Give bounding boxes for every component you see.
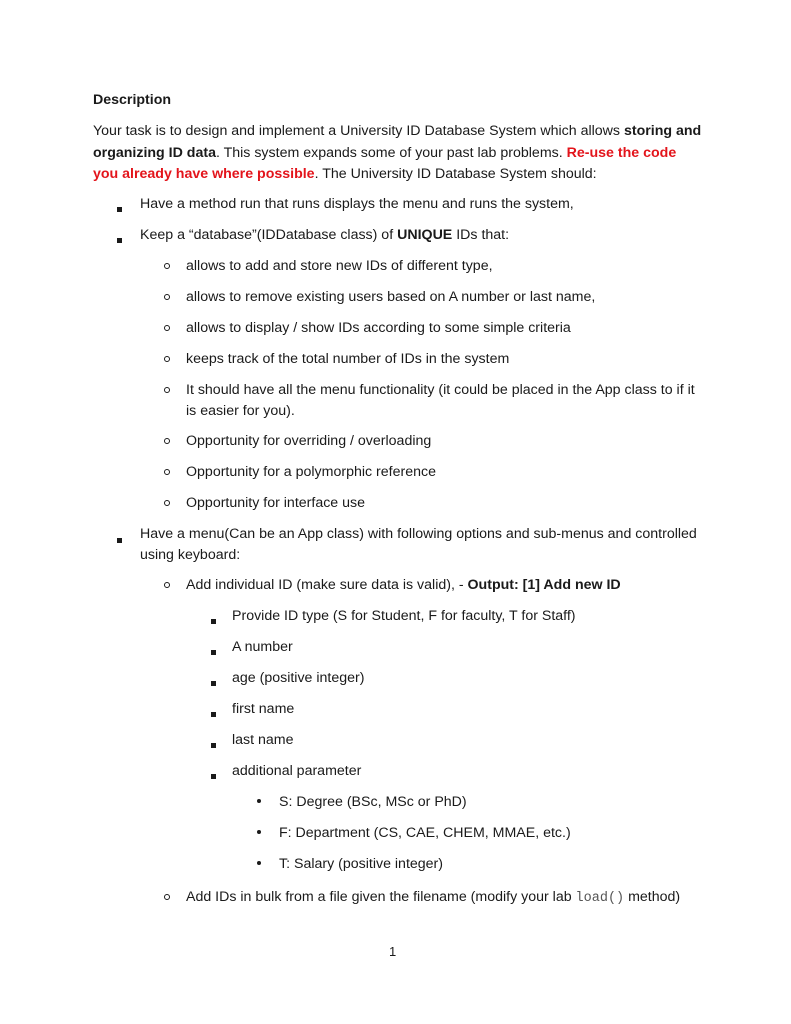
list-item: allows to display / show IDs according to some simple criteria <box>186 320 571 336</box>
square-bullet-icon <box>117 207 122 212</box>
list-item: allows to add and store new IDs of different type, <box>186 258 493 274</box>
circle-bullet-icon <box>164 387 170 393</box>
list-item: S: Degree (BSc, MSc or PhD) <box>279 794 467 810</box>
square-bullet-icon <box>211 774 216 779</box>
intro-text-3: . The University ID Database System should: <box>314 166 597 182</box>
circle-bullet-icon <box>164 469 170 475</box>
database-text-2: IDs that: <box>452 227 510 243</box>
circle-bullet-icon <box>164 356 170 362</box>
intro-bold: storing and organizing ID data <box>93 123 702 161</box>
list-item: F: Department (CS, CAE, CHEM, MMAE, etc.) <box>279 825 571 841</box>
square-bullet-icon <box>117 238 122 243</box>
page-number: 1 <box>389 944 397 959</box>
circle-bullet-icon <box>164 438 170 444</box>
dot-bullet-icon <box>257 861 261 865</box>
section-heading: Description <box>93 92 172 108</box>
list-item: age (positive integer) <box>232 670 365 686</box>
list-item: T: Salary (positive integer) <box>279 856 444 872</box>
code-snippet: load() <box>575 891 625 906</box>
list-item-add-individual <box>186 575 621 596</box>
intro-red-highlight: Re-use the code you already have where possible <box>93 144 677 182</box>
circle-bullet-icon <box>164 263 170 269</box>
square-bullet-icon <box>117 538 122 543</box>
square-bullet-icon <box>211 650 216 655</box>
database-text-1: Keep a “database”(IDDatabase class) of <box>140 227 398 243</box>
list-item-run: Have a method run that runs displays the menu and runs the system, <box>140 196 574 212</box>
list-item: first name <box>232 701 295 717</box>
list-item: Provide ID type (S for Student, F for faculty, T for Staff) <box>232 608 576 624</box>
circle-bullet-icon <box>164 325 170 331</box>
bulk-text-2: method) <box>624 889 681 905</box>
list-item: Opportunity for a polymorphic reference <box>186 464 436 480</box>
list-item-menu: Have a menu(Can be an App class) with following options and sub-menus and controlled using keyboard: <box>140 526 697 563</box>
list-item: additional parameter <box>232 763 362 779</box>
dot-bullet-icon <box>257 799 261 803</box>
intro-text-2: . This system expands some of your past lab problems. <box>215 144 567 161</box>
bulk-text-1: Add IDs in bulk from a file given the filename (modify your lab <box>186 889 576 905</box>
list-item: A number <box>232 639 293 655</box>
list-item-bulk <box>186 887 680 909</box>
circle-bullet-icon <box>164 294 170 300</box>
list-item-database <box>140 225 509 246</box>
list-item: keeps track of the total number of IDs in the system <box>186 351 510 367</box>
intro-text-1: Your task is to design and implement a University ID Database System which allows <box>93 123 624 139</box>
square-bullet-icon <box>211 743 216 748</box>
dot-bullet-icon <box>257 830 261 834</box>
square-bullet-icon <box>211 681 216 686</box>
add-individual-text: Add individual ID (make sure data is valid), - <box>186 577 468 593</box>
circle-bullet-icon <box>164 582 170 588</box>
list-item: last name <box>232 732 294 748</box>
list-item: Opportunity for overriding / overloading <box>186 433 432 449</box>
square-bullet-icon <box>211 619 216 624</box>
list-item: It should have all the menu functionality (it could be placed in the App class to if it is easier for you). <box>186 382 695 419</box>
circle-bullet-icon <box>164 500 170 506</box>
intro-paragraph <box>93 121 705 186</box>
circle-bullet-icon <box>164 894 170 900</box>
list-item: Opportunity for interface use <box>186 495 366 511</box>
square-bullet-icon <box>211 712 216 717</box>
list-item: allows to remove existing users based on A number or last name, <box>186 289 596 305</box>
add-individual-output: Output: [1] Add new ID <box>467 577 621 593</box>
database-bold: UNIQUE <box>397 227 453 243</box>
